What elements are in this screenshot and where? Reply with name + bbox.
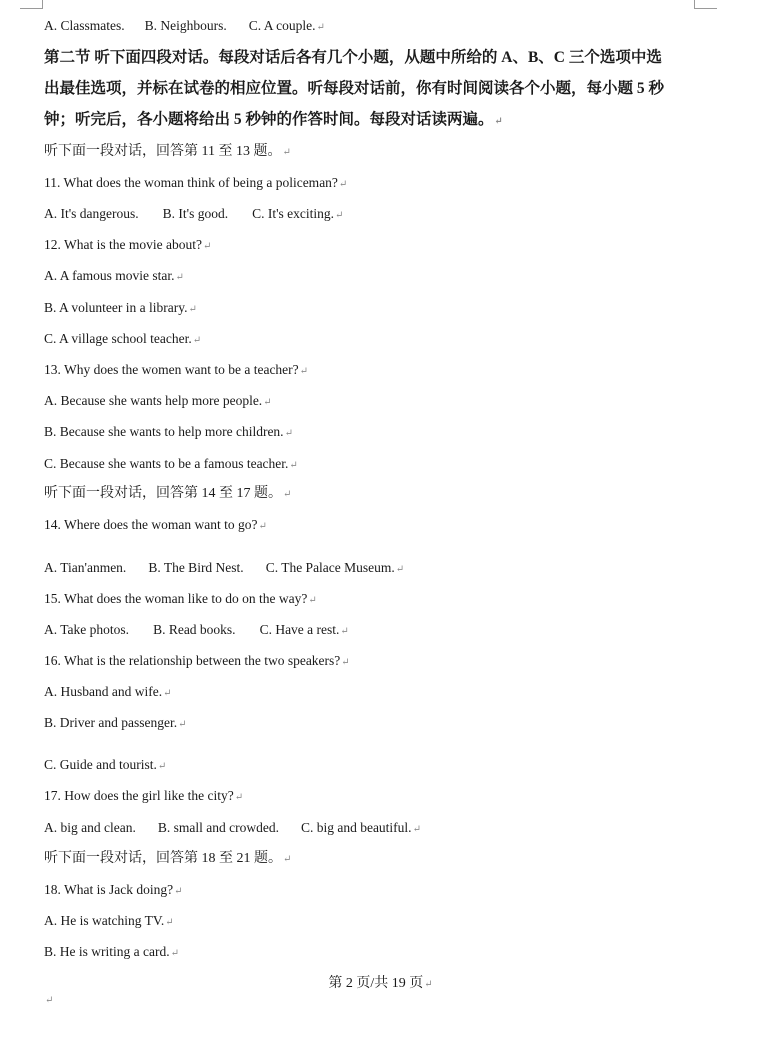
paragraph-mark-icon: ↵ bbox=[157, 761, 167, 772]
answer-option: A. Tian'anmen. bbox=[44, 560, 127, 575]
paragraph-mark-icon: ↵ bbox=[299, 366, 309, 377]
answer-option: C. Have a rest. bbox=[259, 622, 340, 637]
line-text: 14. Where does the woman want to go? bbox=[44, 517, 258, 532]
answer-option: C. It's exciting. bbox=[252, 206, 335, 221]
paragraph-mark-icon: ↵ bbox=[170, 948, 179, 959]
paragraph-mark-icon: ↵ bbox=[395, 564, 405, 575]
line-text: 13. Why does the women want to be a teacher? bbox=[44, 362, 299, 377]
text-line bbox=[44, 652, 350, 672]
text-line bbox=[44, 850, 291, 869]
text-line bbox=[44, 267, 184, 287]
answer-option: B. The Bird Nest. bbox=[148, 560, 244, 575]
paragraph-mark-icon: ↵ bbox=[283, 489, 292, 500]
page-number: 第 2 页/共 19 页 bbox=[328, 976, 424, 991]
text-line bbox=[44, 516, 267, 536]
line-text: A. A famous movie star. bbox=[44, 268, 175, 283]
answer-option: A. big and clean. bbox=[44, 820, 136, 835]
section-instruction bbox=[44, 47, 662, 69]
line-text: 听下面一段对话，回答第 18 至 21 题。 bbox=[44, 851, 282, 866]
paragraph-mark-icon: ↵ bbox=[494, 116, 503, 127]
text-line bbox=[44, 299, 197, 319]
paragraph-mark-icon: ↵ bbox=[284, 428, 293, 439]
paragraph-mark-icon: ↵ bbox=[178, 719, 187, 730]
paragraph-mark-icon: ↵ bbox=[175, 272, 184, 283]
text-line bbox=[44, 236, 211, 256]
answer-option: B. It's good. bbox=[162, 206, 229, 221]
paragraph-mark-icon: ↵ bbox=[338, 179, 348, 190]
answer-option: B. Neighbours. bbox=[144, 18, 227, 33]
paragraph-mark-icon: ↵ bbox=[165, 917, 174, 928]
text-line bbox=[44, 174, 347, 194]
paragraph-mark-icon: ↵ bbox=[289, 460, 298, 471]
paragraph-mark-icon: ↵ bbox=[316, 22, 325, 33]
paragraph-mark-icon: ↵ bbox=[341, 657, 350, 668]
paragraph-mark-icon: ↵ bbox=[282, 147, 291, 158]
line-text: 12. What is the movie about? bbox=[44, 237, 202, 252]
line-text: C. Because she wants to be a famous teacher. bbox=[44, 456, 289, 471]
paragraph-mark-icon: ↵ bbox=[283, 854, 292, 865]
answer-option: A. It's dangerous. bbox=[44, 206, 139, 221]
options-line bbox=[44, 621, 349, 641]
line-text: B. Driver and passenger. bbox=[44, 715, 178, 730]
empty-paragraph bbox=[44, 990, 53, 1010]
line-text: 听下面一段对话，回答第 11 至 13 题。 bbox=[44, 144, 282, 159]
section-instruction bbox=[44, 78, 664, 100]
options-line bbox=[44, 205, 343, 225]
line-text: B. Because she wants to help more children. bbox=[44, 424, 284, 439]
paragraph-mark-icon: ↵ bbox=[192, 335, 202, 346]
page-footer bbox=[0, 972, 761, 992]
line-text: 11. What does the woman think of being a policeman? bbox=[44, 175, 338, 190]
paragraph-mark-icon: ↵ bbox=[340, 626, 349, 637]
text-line bbox=[44, 683, 172, 703]
paragraph-mark-icon: ↵ bbox=[335, 210, 344, 221]
line-text: B. A volunteer in a library. bbox=[44, 300, 188, 315]
paragraph-mark-icon: ↵ bbox=[412, 824, 421, 835]
text-line bbox=[44, 361, 308, 381]
text-line bbox=[44, 756, 166, 776]
line-text: 钟；听完后，各小题将给出 5 秒钟的作答时间。每段对话读两遍。 bbox=[44, 111, 494, 128]
section-instruction bbox=[44, 109, 503, 133]
paragraph-mark-icon: ↵ bbox=[163, 688, 172, 699]
paragraph-mark-icon: ↵ bbox=[234, 792, 244, 803]
line-text: 16. What is the relationship between the two speakers? bbox=[44, 653, 341, 668]
text-line bbox=[44, 881, 183, 901]
line-text: 听下面一段对话，回答第 14 至 17 题。 bbox=[44, 486, 282, 501]
line-text: 15. What does the woman like to do on the way? bbox=[44, 591, 308, 606]
line-text: C. A village school teacher. bbox=[44, 331, 192, 346]
line-text: 出最佳选项，并标在试卷的相应位置。听每段对话前，你有时间阅读各个小题，每小题 5 秒 bbox=[44, 80, 665, 97]
line-text: A. Husband and wife. bbox=[44, 684, 163, 699]
line-text: A. Because she wants help more people. bbox=[44, 393, 263, 408]
text-line bbox=[44, 590, 317, 610]
text-line bbox=[44, 330, 201, 350]
line-text: C. Guide and tourist. bbox=[44, 757, 157, 772]
crop-mark-top-right bbox=[694, 0, 717, 9]
answer-option: C. The Palace Museum. bbox=[265, 560, 395, 575]
answer-option: B. Read books. bbox=[153, 622, 236, 637]
line-text: 18. What is Jack doing? bbox=[44, 882, 174, 897]
text-line bbox=[44, 423, 293, 443]
text-line bbox=[44, 787, 243, 807]
text-line bbox=[44, 143, 291, 162]
options-line bbox=[44, 819, 421, 839]
options-line bbox=[44, 17, 325, 37]
text-line bbox=[44, 455, 298, 475]
text-line bbox=[44, 714, 186, 734]
paragraph-mark-icon: ↵ bbox=[258, 521, 267, 532]
text-line bbox=[44, 912, 174, 932]
line-text: B. He is writing a card. bbox=[44, 944, 170, 959]
paragraph-mark-icon: ↵ bbox=[188, 304, 197, 315]
text-line bbox=[44, 485, 291, 504]
line-text: A. He is watching TV. bbox=[44, 913, 165, 928]
answer-option: A. Take photos. bbox=[44, 622, 130, 637]
paragraph-mark-icon: ↵ bbox=[263, 397, 272, 408]
crop-mark-top-left bbox=[20, 0, 43, 9]
paragraph-mark-icon: ↵ bbox=[45, 995, 54, 1006]
paragraph-mark-icon: ↵ bbox=[308, 595, 317, 606]
text-line bbox=[44, 392, 272, 412]
answer-option: A. Classmates. bbox=[44, 18, 125, 33]
options-line bbox=[44, 559, 404, 579]
text-line bbox=[44, 943, 179, 963]
answer-option: C. A couple. bbox=[248, 18, 316, 33]
line-text: 第二节 听下面四段对话。每段对话后各有几个小题，从题中所给的 A、B、C 三个选项中选 bbox=[44, 49, 662, 66]
line-text: 17. How does the girl like the city? bbox=[44, 788, 234, 803]
paragraph-mark-icon: ↵ bbox=[424, 979, 433, 990]
paragraph-mark-icon: ↵ bbox=[174, 886, 183, 897]
paragraph-mark-icon: ↵ bbox=[202, 241, 212, 252]
answer-option: B. small and crowded. bbox=[157, 820, 279, 835]
answer-option: C. big and beautiful. bbox=[300, 820, 412, 835]
